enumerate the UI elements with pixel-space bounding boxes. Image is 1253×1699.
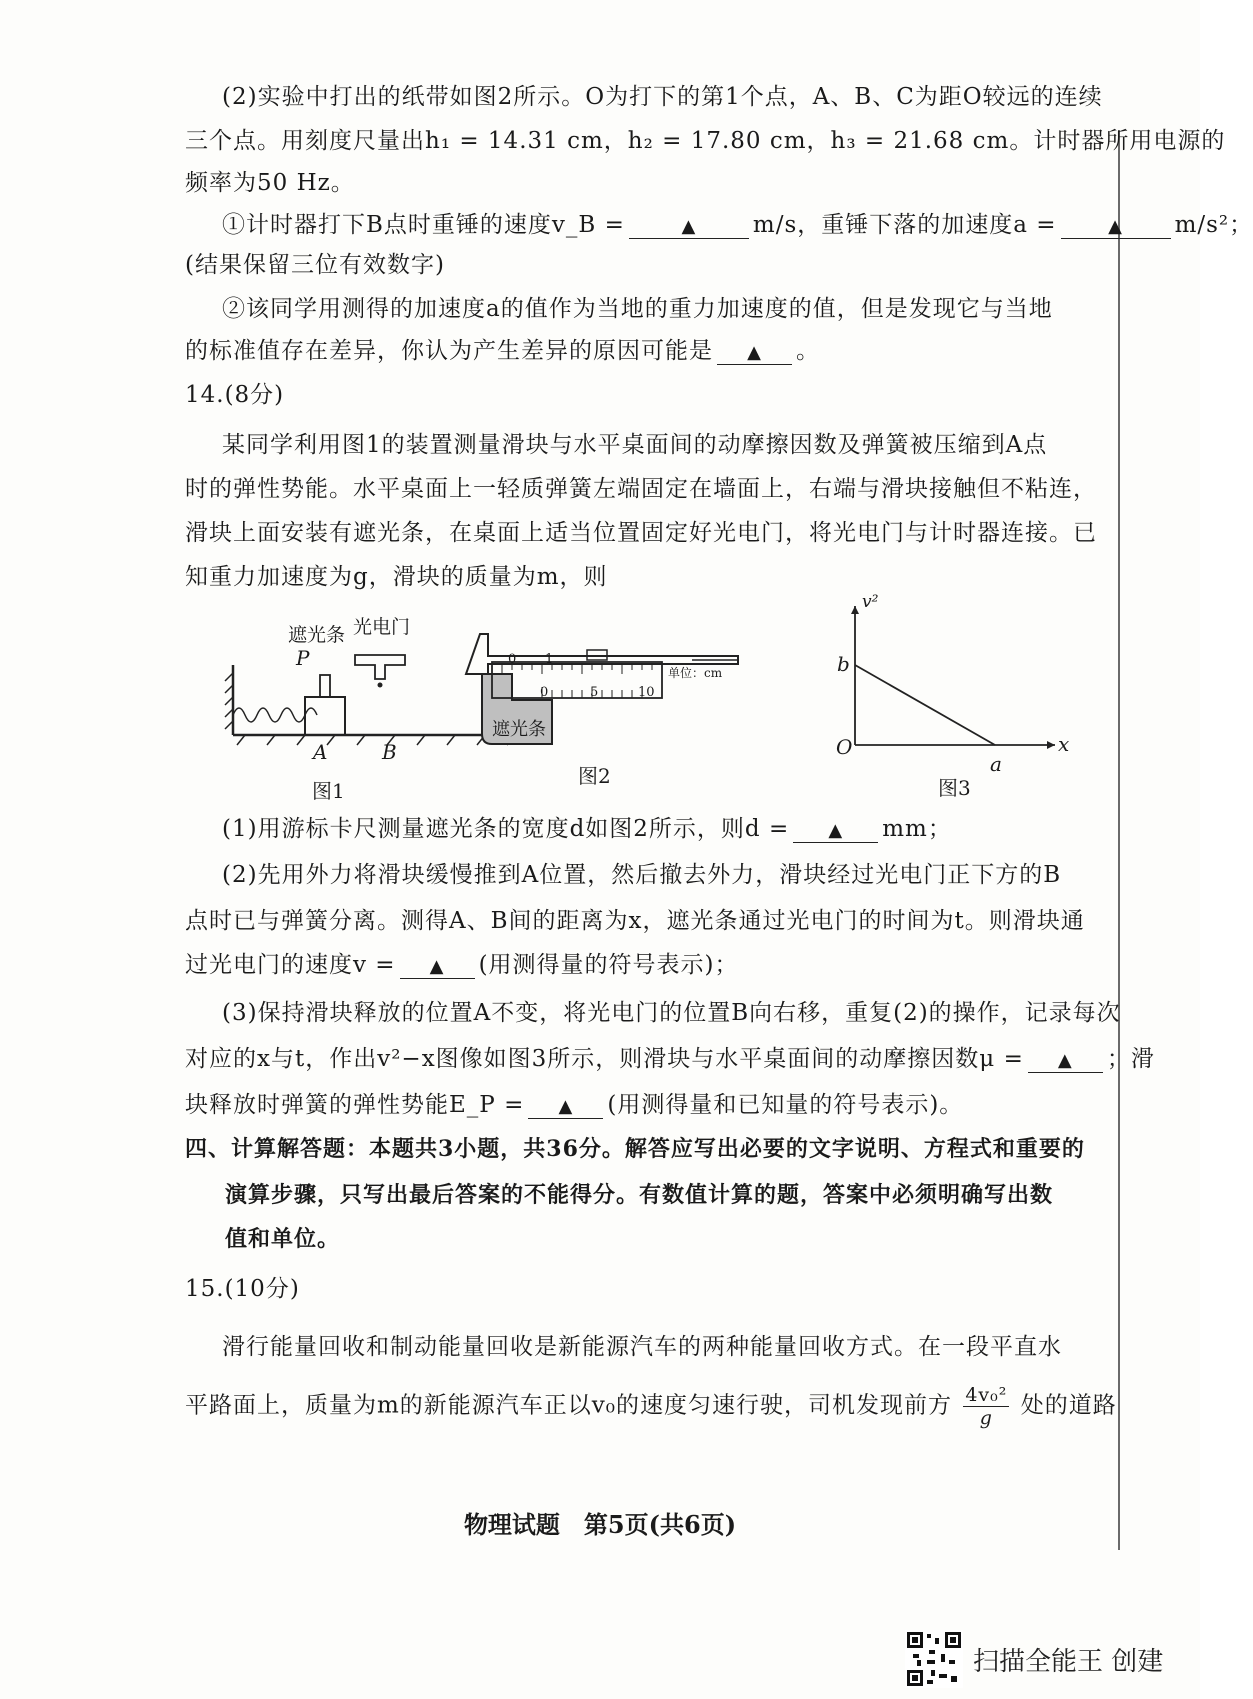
q14-para-2: 时的弹性势能。水平桌面上一轻质弹簧左端固定在墙面上，右端与滑块接触但不粘连， <box>185 476 1097 502</box>
answer-blank-reason[interactable]: ▲ <box>717 338 792 365</box>
q14-sub2-line2: 点时已与弹簧分离。测得A、B间的距离为x，遮光条通过光电门的时间为t。则滑块通 <box>185 908 1085 934</box>
fig3-caption: 图3 <box>938 776 971 800</box>
q13-line-5: (结果保留三位有效数字) <box>185 252 445 278</box>
fig2-unit: 单位：cm <box>668 666 723 680</box>
q14-sub3-line3: 块释放时弹簧的弹性势能E_P = ▲ (用测得量和已知量的符号表示)。 <box>185 1092 964 1118</box>
fig3-y-label: v² <box>862 592 879 612</box>
q15-header: 15.(10分) <box>185 1276 300 1302</box>
q13-accel-text: m/s，重锤下落的加速度a = <box>752 212 1057 238</box>
section-4-line-2: 演算步骤，只写出最后答案的不能得分。有数值计算的题，答案中必须明确写出数 <box>225 1182 1054 1208</box>
fig1-caption: 图1 <box>312 779 345 803</box>
figure-3-graph <box>840 600 1070 760</box>
q14-para-4: 知重力加速度为g，滑块的质量为m，则 <box>185 564 608 590</box>
fig1-label-P: P <box>296 646 310 670</box>
q14-header: 14.(8分) <box>185 382 285 408</box>
fig1-label-B: B <box>382 740 397 764</box>
answer-blank-d[interactable]: ▲ <box>793 816 878 843</box>
q14-sub3-line2: 对应的x与t，作出v²−x图像如图3所示，则滑块与水平桌面间的动摩擦因数μ = ▲ ；滑 <box>185 1046 1155 1072</box>
q13-line-6: ②该同学用测得的加速度a的值作为当地的重力加速度的值，但是发现它与当地 <box>222 296 1053 322</box>
fig2-num-5: 5 <box>590 685 599 700</box>
light-bar <box>320 675 330 697</box>
answer-blank-accel[interactable]: ▲ <box>1061 212 1171 239</box>
scanner-text: 扫描全能王 创建 <box>973 1646 1164 1677</box>
fraction-distance: $\frac{\text{4v₀²}}{g}$ <box>965 1384 1008 1429</box>
fig2-num-0: 0 <box>508 652 517 667</box>
fig2-caption: 图2 <box>578 764 611 788</box>
fig2-num-1: 1 <box>545 652 554 667</box>
fig3-intercept-a: a <box>990 752 1002 776</box>
answer-blank-ep[interactable]: ▲ <box>528 1092 603 1119</box>
fig3-x-label: x <box>1058 732 1070 756</box>
q14-para-3: 滑块上面安装有遮光条，在桌面上适当位置固定好光电门，将光电门与计时器连接。已 <box>185 520 1097 546</box>
fig1-label-photogate: 光电门 <box>353 616 411 638</box>
q14-sub2-line3: 过光电门的速度v = ▲ (用测得量的符号表示)； <box>185 952 739 978</box>
q15-para-2: 平路面上，质量为m的新能源汽车正以v₀的速度匀速行驶，司机发现前方 $\frac{\text{4v₀²}}{g}$ 处的道路 <box>185 1384 1117 1429</box>
section-4-line-3: 值和单位。 <box>225 1226 341 1252</box>
q15-para-1: 滑行能量回收和制动能量回收是新能源汽车的两种能量回收方式。在一段平直水 <box>222 1334 1062 1360</box>
fig2-label-light-bar: 遮光条 <box>492 719 546 740</box>
fig3-origin: O <box>836 735 853 759</box>
page-footer: 物理试题 第5页(共6页) <box>463 1510 737 1539</box>
q13-line-3: 频率为50 Hz。 <box>185 170 355 196</box>
photogate <box>355 655 405 679</box>
fig2-num-10: 10 <box>638 685 655 700</box>
q14-sub1: (1)用游标卡尺测量遮光条的宽度d如图2所示，则d = ▲ mm； <box>222 816 952 842</box>
fig3-intercept-b: b <box>837 652 850 676</box>
fig1-label-A: A <box>313 740 328 764</box>
q14-sub3-line1: (3)保持滑块释放的位置A不变，将光电门的位置B向右移，重复(2)的操作，记录每次 <box>222 1000 1121 1026</box>
page-edge-line <box>1118 130 1120 1550</box>
q13-line-7: 的标准值存在差异，你认为产生差异的原因可能是 ▲ 。 <box>185 338 820 364</box>
fig1-label-light-bar: 遮光条 <box>288 624 346 646</box>
scanner-watermark <box>905 1630 1163 1688</box>
slider-block <box>305 697 345 735</box>
fig2-num-0b: 0 <box>540 685 549 700</box>
answer-blank-vb[interactable]: ▲ <box>629 212 749 239</box>
q14-para-1: 某同学利用图1的装置测量滑块与水平桌面间的动摩擦因数及弹簧被压缩到A点 <box>222 432 1048 458</box>
q13-line-4: ①计时器打下B点时重锤的速度v_B = ▲ m/s，重锤下落的加速度a = ▲ m/s²； <box>222 212 1253 238</box>
answer-blank-mu[interactable]: ▲ <box>1028 1046 1103 1073</box>
v2-x-line <box>855 665 995 745</box>
answer-blank-v[interactable]: ▲ <box>400 952 475 979</box>
q14-sub2-line1: (2)先用外力将滑块缓慢推到A位置，然后撤去外力，滑块经过光电门正下方的B <box>222 862 1062 888</box>
section-4-line-1: 四、计算解答题：本题共3小题，共36分。解答应写出必要的文字说明、方程式和重要的 <box>185 1136 1085 1162</box>
q13-line-2: 三个点。用刻度尺量出h₁ = 14.31 cm，h₂ = 17.80 cm，h₃ = 21.68 cm。计时器所用电源的 <box>185 128 1226 154</box>
q13-line-1: (2)实验中打出的纸带如图2所示。O为打下的第1个点，A、B、C为距O较远的连续 <box>222 84 1103 110</box>
qr-code-icon <box>905 1630 963 1688</box>
q13-vb-text: ①计时器打下B点时重锤的速度v_B = <box>222 212 625 238</box>
